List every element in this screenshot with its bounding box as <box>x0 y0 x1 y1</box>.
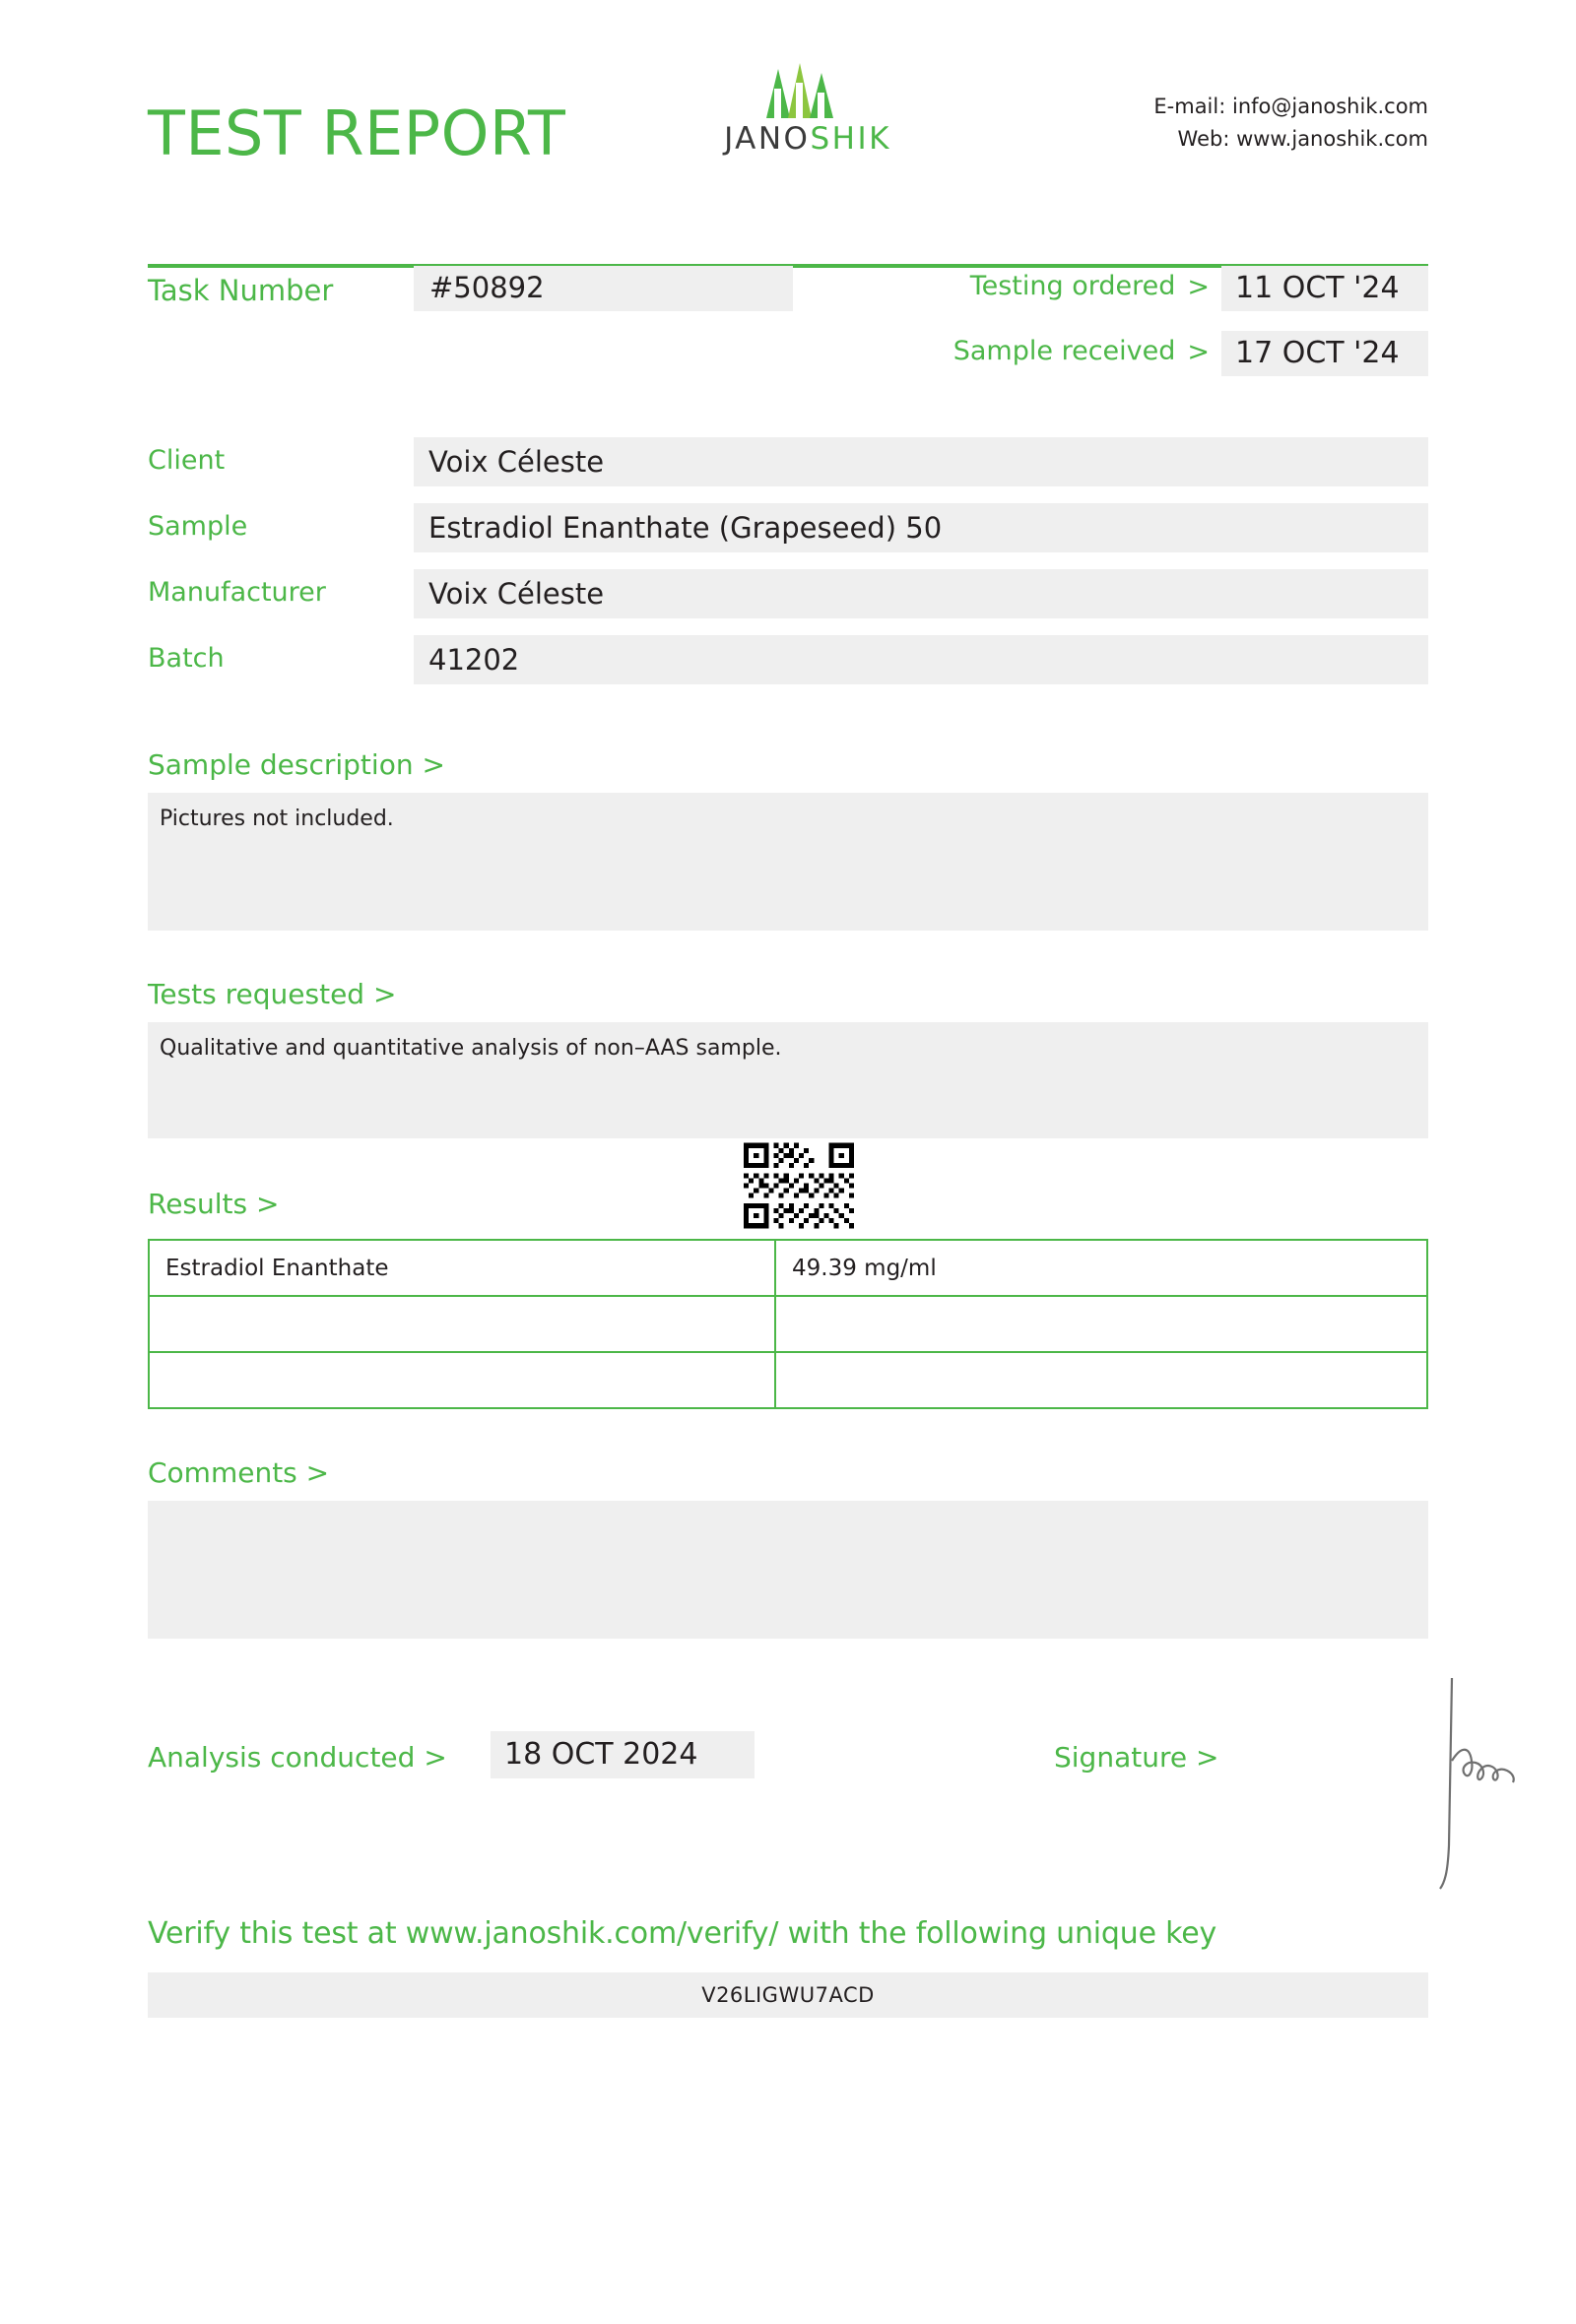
info-row-manufacturer <box>148 569 1428 635</box>
brand-wordmark-dark: JANO <box>724 121 811 157</box>
verify-text: Verify this test at www.janoshik.com/verify/ with the following unique key <box>148 1916 1217 1951</box>
table-row <box>149 1352 1427 1408</box>
sample-received-arrow: > <box>1187 337 1210 367</box>
contact-email: E-mail: info@janoshik.com <box>1153 95 1428 118</box>
sample-value: Estradiol Enanthate (Grapeseed) 50 <box>414 503 1428 552</box>
result-compound <box>149 1296 775 1352</box>
batch-label: Batch <box>148 643 225 674</box>
signature-icon <box>1418 1670 1556 1897</box>
batch-value: 41202 <box>414 635 1428 684</box>
signature-label: Signature > <box>1054 1741 1219 1774</box>
report-header <box>148 0 1428 207</box>
brand-wordmark <box>680 121 936 157</box>
result-compound <box>149 1352 775 1408</box>
brand-wordmark-green: SHIK <box>810 121 891 157</box>
table-row <box>149 1240 1427 1296</box>
info-row-sample <box>148 503 1428 569</box>
testing-ordered-arrow: > <box>1187 272 1210 302</box>
client-label: Client <box>148 445 226 476</box>
qr-code-icon <box>744 1142 854 1229</box>
result-amount: 49.39 mg/ml <box>775 1240 1427 1296</box>
info-row-client <box>148 437 1428 503</box>
contact-web: Web: www.janoshik.com <box>1177 126 1428 151</box>
testing-ordered-label: Testing ordered <box>969 271 1176 301</box>
testing-ordered-row <box>970 266 1428 311</box>
table-row <box>149 1296 1427 1352</box>
result-amount <box>775 1296 1427 1352</box>
unique-key: V26LIGWU7ACD <box>148 1972 1428 2018</box>
contact-info <box>1153 91 1428 155</box>
result-compound: Estradiol Enanthate <box>149 1240 775 1296</box>
sample-received-label: Sample received <box>952 336 1176 366</box>
sample-received-row <box>953 331 1428 376</box>
client-value: Voix Céleste <box>414 437 1428 486</box>
sample-description-title: Sample description > <box>148 748 445 781</box>
tests-requested-text: Qualitative and quantitative analysis of non–AAS sample. <box>148 1022 1428 1138</box>
result-amount <box>775 1352 1427 1408</box>
manufacturer-value: Voix Céleste <box>414 569 1428 618</box>
results-title: Results > <box>148 1188 280 1220</box>
manufacturer-label: Manufacturer <box>148 577 326 608</box>
results-header <box>148 1180 1428 1235</box>
page-title: TEST REPORT <box>148 97 566 169</box>
task-and-dates <box>148 266 1428 374</box>
sample-description-text: Pictures not included. <box>148 793 1428 931</box>
task-number-label: Task Number <box>148 274 334 307</box>
qr-code <box>744 1142 854 1229</box>
analysis-conducted-label: Analysis conducted > <box>148 1741 447 1774</box>
info-row-batch <box>148 635 1428 701</box>
tests-requested-title: Tests requested > <box>148 978 397 1010</box>
sample-info-fields <box>148 437 1428 701</box>
janoshik-mountain-logo-icon <box>749 59 867 120</box>
sample-received-value: 17 OCT '24 <box>1221 331 1428 376</box>
comments-text <box>148 1501 1428 1639</box>
analysis-and-signature <box>148 1729 1428 1847</box>
comments-title: Comments > <box>148 1456 330 1489</box>
results-table <box>148 1239 1428 1409</box>
analysis-conducted-value: 18 OCT 2024 <box>491 1731 755 1778</box>
testing-ordered-value: 11 OCT '24 <box>1221 266 1428 311</box>
task-number-value: #50892 <box>414 266 793 311</box>
brand-logo <box>680 59 936 155</box>
sample-label: Sample <box>148 511 248 542</box>
